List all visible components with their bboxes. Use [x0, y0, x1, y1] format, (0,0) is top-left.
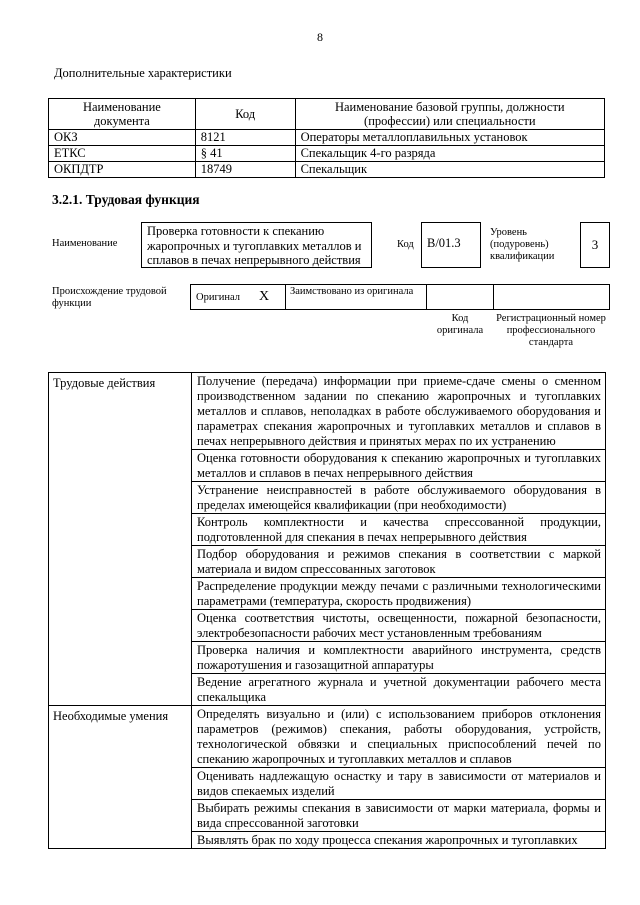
row-code: § 41	[195, 146, 295, 162]
name-label: Наименование	[52, 238, 118, 249]
row-document: ОКПДТР	[49, 162, 196, 178]
row-group: Операторы металлоплавильных установок	[295, 130, 604, 146]
labor-action-item: Контроль комплектности и качества спрессованной продукции, подготовленной для спекания в печах непрерывного действия	[192, 514, 606, 546]
skill-item: Выявлять брак по ходу процесса спекания жаропрочных и тугоплавких	[192, 832, 606, 849]
labor-actions-label: Трудовые действия	[49, 373, 192, 706]
skill-item: Определять визуально и (или) с использованием приборов отклонения параметров (режимов) спекания, работы оборудования, устройств, технологической обвязки и специальных приспособлений печей по спеканию жаропрочных и тугоплавких металлов и сплавов	[192, 706, 606, 768]
labor-action-item: Оценка готовности оборудования к спеканию жаропрочных и тугоплавких металлов и сплавов в печах непрерывного действия	[192, 450, 606, 482]
level-label: Уровень (подуровень) квалификации	[490, 227, 555, 262]
row-document: ЕТКС	[49, 146, 196, 162]
row-code: 8121	[195, 130, 295, 146]
page-number: 8	[317, 30, 323, 44]
labor-action-item: Оценка соответствия чистоты, освещенности, пожарной безопасности, электробезопасности рабочих мест установленным требованиям	[192, 610, 606, 642]
table-row	[49, 162, 605, 178]
row-group: Спекальщик 4-го разряда	[295, 146, 604, 162]
labor-action-item: Получение (передача) информации при приеме-сдаче смены о сменном производственном задании по спеканию жаропрочных и тугоплавких металлов и сплавов, неполадках в работе обслуживаемого оборудования и параметрах спекания жаропрочных и тугоплавких металлов и сплавов в печах непрерывного действия и принятых мерах по их устранению	[192, 373, 606, 450]
additional-characteristics-heading: Дополнительные характеристики	[54, 66, 232, 80]
table-row	[49, 146, 605, 162]
header-group-name: Наименование базовой группы, должности (профессии) или специальности	[295, 99, 604, 130]
header-code: Код	[195, 99, 295, 130]
origin-label: Происхождение трудовой функции	[52, 286, 167, 309]
original-mark: X	[259, 289, 270, 304]
table-row	[49, 706, 606, 768]
borrowed-label: Заимствовано из оригинала	[290, 286, 414, 297]
labor-action-item: Подбор оборудования и режимов спекания в соответствии с маркой материала и видом спрессованных заготовок	[192, 546, 606, 578]
registration-number-caption: Регистрационный номер профессионального стандарта	[496, 313, 606, 348]
characteristics-header-row	[49, 99, 605, 130]
table-row	[49, 130, 605, 146]
divider	[493, 285, 494, 309]
code-label: Код	[397, 239, 414, 250]
labor-action-item: Распределение продукции между печами с различными технологическими параметрами (температура, скорость продвижения)	[192, 578, 606, 610]
row-document: ОКЗ	[49, 130, 196, 146]
labor-actions-table	[48, 372, 606, 849]
labor-action-item: Ведение агрегатного журнала и учетной документации рабочего места спекальщика	[192, 674, 606, 706]
origin-row	[190, 284, 610, 310]
function-name-box: Проверка готовности к спеканию жаропрочных и тугоплавких металлов и сплавов в печах непрерывного действия	[141, 222, 372, 268]
original-label: Оригинал	[196, 292, 240, 303]
code-original-caption: Код оригинала	[436, 313, 484, 336]
characteristics-table	[48, 98, 605, 178]
labor-function-heading: 3.2.1. Трудовая функция	[52, 192, 200, 207]
row-code: 18749	[195, 162, 295, 178]
divider	[426, 285, 427, 309]
table-row	[49, 373, 606, 450]
labor-action-item: Проверка наличия и комплектности аварийного инструмента, средств пожаротушения и газозащитной аппаратуры	[192, 642, 606, 674]
required-skills-label: Необходимые умения	[49, 706, 192, 849]
level-value-box: 3	[580, 222, 610, 268]
divider	[285, 285, 286, 309]
header-document-name: Наименование документа	[49, 99, 196, 130]
skill-item: Выбирать режимы спекания в зависимости от марки материала, формы и вида спрессованной заготовки	[192, 800, 606, 832]
labor-action-item: Устранение неисправностей в работе обслуживаемого оборудования в пределах имеющейся квалификации (при необходимости)	[192, 482, 606, 514]
row-group: Спекальщик	[295, 162, 604, 178]
skill-item: Оценивать надлежащую оснастку и тару в зависимости от материалов и видов спекаемых изделий	[192, 768, 606, 800]
function-code-box: B/01.3	[421, 222, 481, 268]
